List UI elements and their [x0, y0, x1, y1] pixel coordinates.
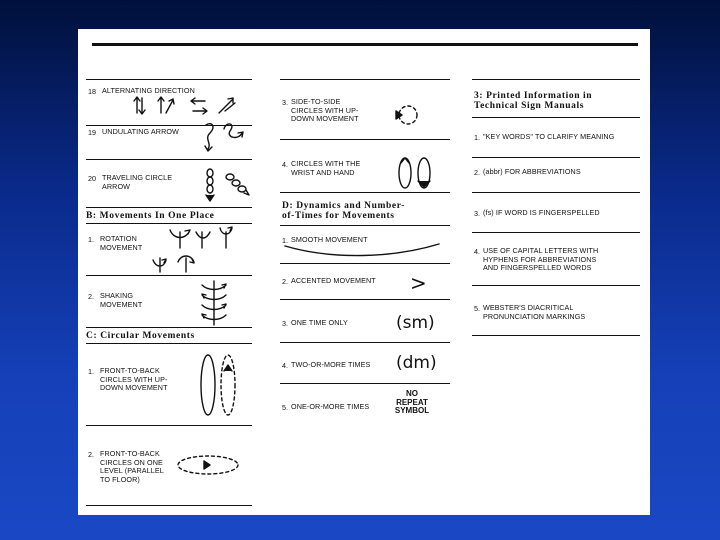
rule	[86, 505, 252, 506]
item-number: 4.	[474, 247, 480, 256]
item-number: 2.	[282, 277, 288, 286]
traveling-circle-arrow-icon	[202, 163, 252, 205]
section-heading-b: B: Movements In One Place	[86, 211, 215, 221]
item-number: 20	[88, 174, 96, 183]
item-number: 2.	[88, 450, 94, 459]
item-label-two-or-more-times: TWO-OR-MORE TIMES	[291, 360, 371, 369]
item-number: 5.	[282, 403, 288, 412]
item-number: 18	[88, 87, 96, 96]
section-heading-c: C: Circular Movements	[86, 331, 195, 341]
top-rule	[92, 43, 638, 46]
item-number: 5.	[474, 304, 480, 313]
item-label-side-to-side-circles: SIDE-TO-SIDE CIRCLES WITH UP- DOWN MOVEMENT	[291, 97, 359, 123]
item-label-smooth-movement: SMOOTH MOVEMENT	[291, 235, 368, 244]
rule	[280, 383, 450, 384]
section-heading-d: D: Dynamics and Number- of-Times for Movements	[282, 201, 405, 221]
dm-symbol: (dm)	[396, 353, 437, 373]
item-number: 1.	[474, 133, 480, 142]
item-label-alternating-direction: ALTERNATING DIRECTION	[102, 86, 195, 95]
rule	[280, 79, 450, 80]
rule	[472, 79, 640, 80]
shaking-icon	[196, 277, 236, 327]
item-label-shaking-movement: SHAKING MOVEMENT	[100, 291, 143, 309]
rule	[86, 343, 252, 344]
accent-symbol: >	[410, 271, 427, 295]
item-label-rotation-movement: ROTATION MOVEMENT	[100, 234, 143, 252]
smooth-arc-icon	[283, 242, 443, 258]
front-back-circle-vertical-icon	[198, 351, 244, 419]
item-label-front-to-back-up-down: FRONT-TO-BACK CIRCLES WITH UP- DOWN MOVEMENT	[100, 366, 168, 392]
alternating-arrows-icon	[133, 95, 243, 115]
undulating-arrow-icon	[200, 119, 250, 155]
rule	[86, 207, 252, 208]
rule	[280, 342, 450, 343]
rule	[86, 327, 252, 328]
item-number: 2.	[88, 292, 94, 301]
item-label-wrist-and-hand: CIRCLES WITH THE WRIST AND HAND	[291, 159, 361, 177]
item-label-front-to-back-one-level: FRONT-TO-BACK CIRCLES ON ONE LEVEL (PARALLEL TO FLOOR)	[100, 449, 164, 484]
item-label-accented-movement: ACCENTED MOVEMENT	[291, 276, 376, 285]
rule	[86, 425, 252, 426]
rule	[280, 192, 450, 193]
item-number: 19	[88, 128, 96, 137]
item-number: 1.	[282, 236, 288, 245]
rule	[280, 139, 450, 140]
rule	[280, 299, 450, 300]
rule	[280, 225, 450, 226]
rule	[472, 192, 640, 193]
item-label-abbr: (abbr) FOR ABBREVIATIONS	[483, 167, 581, 176]
no-repeat-symbol: NO REPEAT SYMBOL	[394, 389, 430, 415]
side-to-side-circle-icon	[394, 101, 424, 131]
rule	[86, 275, 252, 276]
item-label-one-time-only: ONE TIME ONLY	[291, 318, 348, 327]
item-number: 4.	[282, 160, 288, 169]
item-label-one-or-more-times: ONE-OR-MORE TIMES	[291, 402, 370, 411]
item-number: 4.	[282, 361, 288, 370]
item-number: 2.	[474, 168, 480, 177]
sm-symbol: (sm)	[396, 313, 435, 333]
wrist-circles-icon	[396, 153, 436, 193]
item-number: 3.	[474, 209, 480, 218]
item-label-fs: (fs) IF WORD IS FINGERSPELLED	[483, 208, 600, 217]
front-back-circle-level-icon	[174, 453, 244, 479]
section-heading-3: 3: Printed Information in Technical Sign Manuals	[474, 91, 593, 111]
item-label-capital-letters: USE OF CAPITAL LETTERS WITH HYPHENS FOR ABBREVIATIONS AND FINGERSPELLED WORDS	[483, 246, 599, 272]
item-label-undulating-arrow: UNDULATING ARROW	[102, 127, 179, 136]
item-label-traveling-circle-arrow: TRAVELING CIRCLE ARROW	[102, 173, 173, 191]
rotation-icon	[148, 222, 252, 276]
rule	[86, 159, 252, 160]
rule	[472, 285, 640, 286]
rule	[472, 232, 640, 233]
item-number: 3.	[282, 319, 288, 328]
rule	[280, 263, 450, 264]
item-number: 3.	[282, 98, 288, 107]
rule	[472, 157, 640, 158]
item-number: 1.	[88, 367, 94, 376]
document-page	[78, 29, 650, 515]
item-label-key-words: "KEY WORDS" TO CLARIFY MEANING	[483, 132, 615, 141]
item-number: 1.	[88, 235, 94, 244]
item-label-websters: WEBSTER'S DIACRITICAL PRONUNCIATION MARKINGS	[483, 303, 586, 321]
rule	[86, 79, 252, 80]
rule	[472, 335, 640, 336]
rule	[472, 117, 640, 118]
